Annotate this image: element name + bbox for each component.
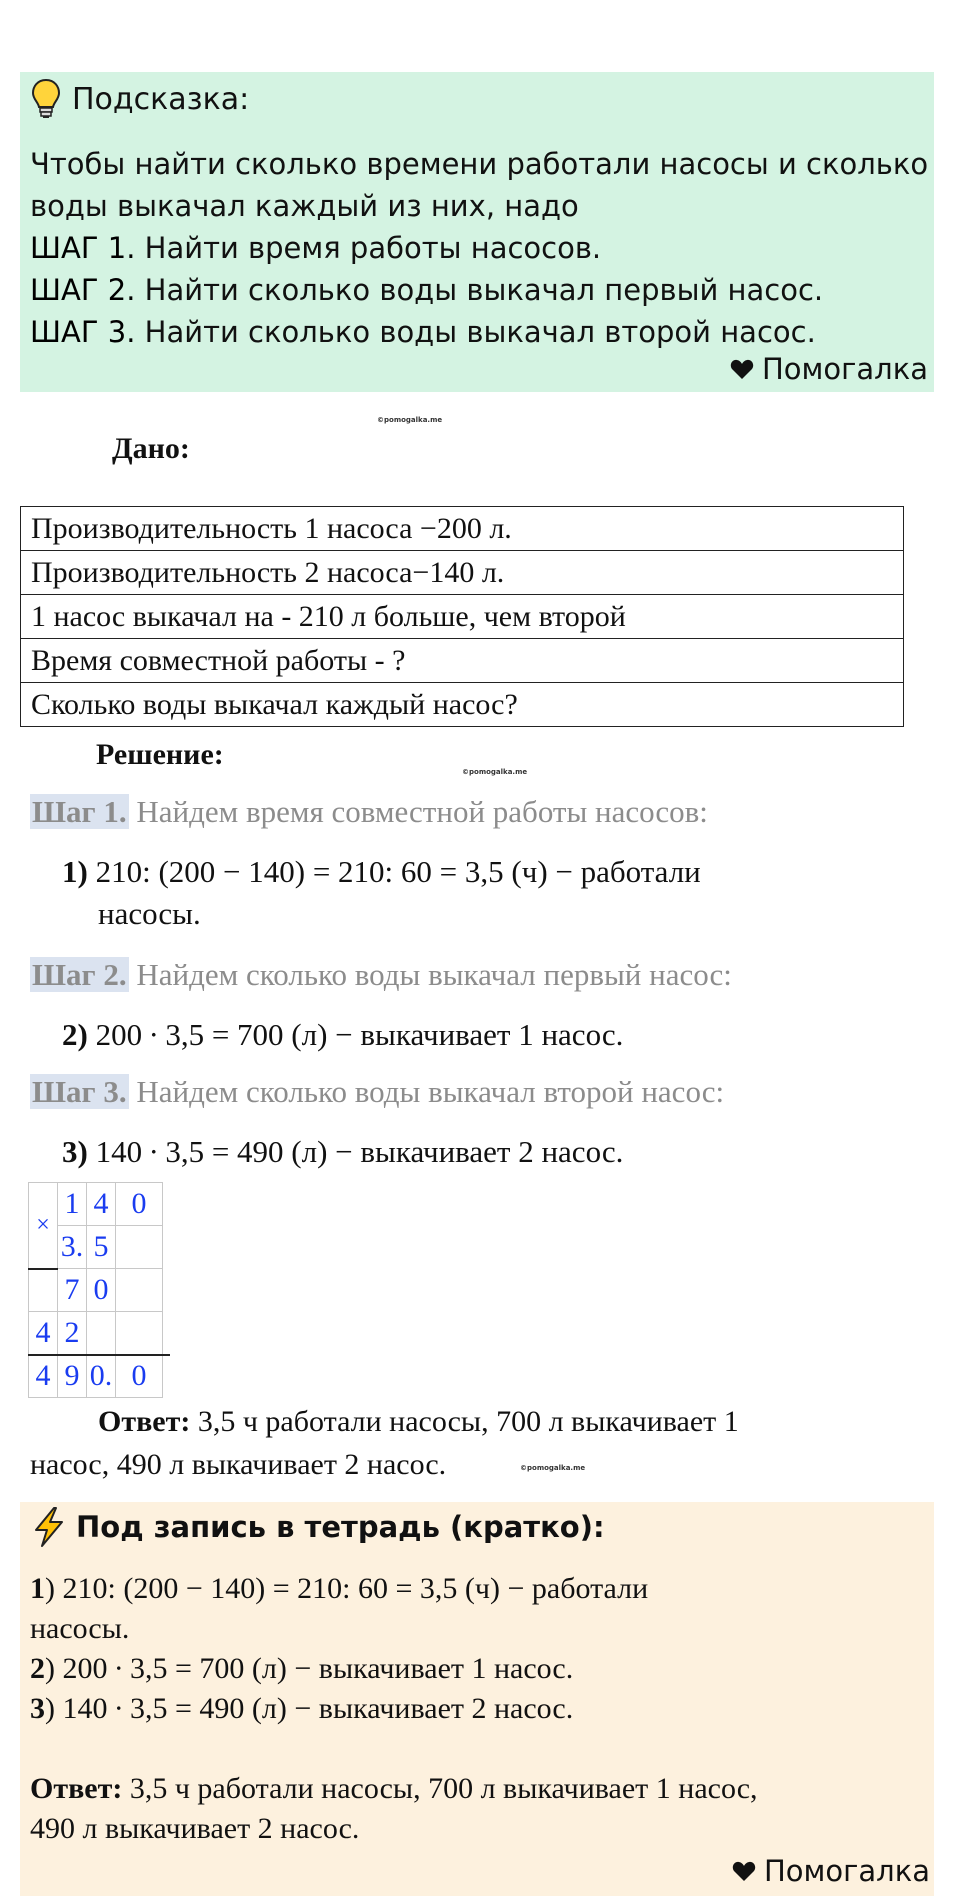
watermark: ©pomogalka.me <box>462 768 528 776</box>
notebook-title-text: Под запись в тетрадь (кратко): <box>76 1510 605 1544</box>
lightning-icon <box>30 1506 68 1548</box>
step-text: Найдем сколько воды выкачал второй насос: <box>128 1074 725 1109</box>
hint-step-1 <box>30 227 601 269</box>
grid-cell: 9 <box>58 1355 87 1398</box>
step-tag: Шаг 1. <box>32 794 127 829</box>
notebook-answer-line-1 <box>30 1772 758 1806</box>
grid-cell: 0 <box>87 1269 116 1312</box>
grid-row <box>29 1312 163 1355</box>
grid-cell: 4 <box>29 1312 58 1355</box>
calc-number: 2) <box>62 1017 88 1052</box>
answer-text: 3,5 ч работали насосы, 700 л выкачивает 1 <box>190 1405 739 1438</box>
heart-icon <box>730 358 754 380</box>
table-row <box>21 595 904 639</box>
calc-2 <box>62 1017 623 1053</box>
table-row <box>21 639 904 683</box>
heart-icon <box>732 1860 756 1882</box>
note-number: 3 <box>30 1692 45 1725</box>
grid-row <box>29 1183 163 1226</box>
grid-cell: 0 <box>116 1355 163 1398</box>
step-text: Найдем время совместной работы насосов: <box>128 794 708 829</box>
answer-line-2 <box>30 1443 446 1487</box>
grid-cell <box>116 1312 163 1355</box>
grid-cell <box>116 1226 163 1269</box>
note-text: ) 200 ∙ 3,5 = 700 (л) − выкачивает 1 насос. <box>45 1652 574 1685</box>
grid-cell: 0. <box>87 1355 116 1398</box>
given-label: Дано: <box>112 432 190 465</box>
note-text: ) 140 ∙ 3,5 = 490 (л) − выкачивает 2 насос. <box>45 1692 574 1725</box>
grid-row <box>29 1355 163 1398</box>
watermark: ©pomogalka.me <box>520 1464 586 1472</box>
hint-step-label: ШАГ 1. <box>30 231 136 265</box>
notebook-brand <box>732 1854 930 1888</box>
table-row <box>21 551 904 595</box>
grid-cell <box>116 1269 163 1312</box>
given-row: Время совместной работы - ? <box>21 639 904 683</box>
grid-cell: 0 <box>116 1183 163 1226</box>
calc-number: 1) <box>62 854 88 889</box>
grid-cell: 4 <box>29 1355 58 1398</box>
hint-step-text: Найти сколько воды выкачал второй насос. <box>135 315 816 349</box>
hint-step-label: ШАГ 3. <box>30 315 136 349</box>
table-row <box>21 507 904 551</box>
step-tag: Шаг 2. <box>32 957 127 992</box>
step-1-heading <box>30 794 708 830</box>
calc-expression: 200 ∙ 3,5 = 700 (л) − выкачивает 1 насос. <box>87 1017 624 1052</box>
hint-title <box>30 78 249 120</box>
grid-cell: 3. <box>58 1226 87 1269</box>
grid-cell: 4 <box>87 1183 116 1226</box>
hint-intro-line-2: воды выкачал каждый из них, надо <box>30 189 579 223</box>
lightbulb-icon <box>30 78 62 120</box>
hint-step-text: Найти сколько воды выкачал первый насос. <box>135 273 824 307</box>
step-3-heading <box>30 1074 724 1110</box>
brand-name: Помогалка <box>764 1854 930 1888</box>
step-tag: Шаг 3. <box>32 1074 127 1109</box>
grid-cell <box>87 1312 116 1355</box>
calc-expression: 140 ∙ 3,5 = 490 (л) − выкачивает 2 насос. <box>87 1134 624 1169</box>
calc-1-continued: насосы. <box>98 896 201 931</box>
answer-text: насос, 490 л выкачивает 2 насос. <box>30 1448 447 1481</box>
calc-number: 3) <box>62 1134 88 1169</box>
hint-step-2 <box>30 269 823 311</box>
table-row <box>21 683 904 727</box>
note-number: 2 <box>30 1652 45 1685</box>
step-2-heading <box>30 957 732 993</box>
grid-cell: 2 <box>58 1312 87 1355</box>
hint-intro-line-1: Чтобы найти сколько времени работали насосы и сколько <box>30 147 929 181</box>
calc-expression: 210: (200 − 140) = 210: 60 = 3,5 (ч) − работали <box>87 854 701 889</box>
note-text: ) 210: (200 − 140) = 210: 60 = 3,5 (ч) − работали <box>45 1572 649 1605</box>
given-row: Производительность 1 насоса −200 л. <box>21 507 904 551</box>
hint-step-label: ШАГ 2. <box>30 273 136 307</box>
calc-3 <box>62 1134 623 1170</box>
grid-row <box>29 1269 163 1312</box>
notebook-line-3 <box>30 1692 573 1726</box>
answer-line-1 <box>98 1400 739 1444</box>
brand-name: Помогалка <box>762 352 928 386</box>
grid-cell: 1 <box>58 1183 87 1226</box>
notebook-answer-line-2: 490 л выкачивает 2 насос. <box>30 1812 360 1845</box>
given-row: 1 насос выкачал на - 210 л больше, чем второй <box>21 595 904 639</box>
calc-1 <box>62 854 701 890</box>
watermark: ©pomogalka.me <box>377 416 443 424</box>
note-answer-text: 3,5 ч работали насосы, 700 л выкачивает 1 насос, <box>122 1772 758 1805</box>
divider <box>28 1354 170 1356</box>
given-row: Производительность 2 насоса−140 л. <box>21 551 904 595</box>
grid-cell <box>29 1269 58 1312</box>
step-text: Найдем сколько воды выкачал первый насос: <box>128 957 732 992</box>
note-number: 1 <box>30 1572 45 1605</box>
multiply-sign: × <box>29 1183 58 1269</box>
hint-step-3 <box>30 311 816 353</box>
hint-title-text: Подсказка: <box>72 81 250 117</box>
notebook-line-1 <box>30 1572 648 1606</box>
hint-brand <box>730 352 928 386</box>
solution-label: Решение: <box>96 738 224 771</box>
note-answer-label: Ответ: <box>30 1772 123 1805</box>
notebook-title <box>30 1506 605 1548</box>
notebook-line-1-continued: насосы. <box>30 1612 130 1645</box>
multiplication-column <box>28 1182 163 1398</box>
grid-cell: 5 <box>87 1226 116 1269</box>
divider <box>28 1268 58 1270</box>
given-row: Сколько воды выкачал каждый насос? <box>21 683 904 727</box>
multiplication-grid <box>28 1182 163 1398</box>
given-table <box>20 506 904 727</box>
grid-cell: 7 <box>58 1269 87 1312</box>
notebook-line-2 <box>30 1652 573 1686</box>
hint-step-text: Найти время работы насосов. <box>135 231 602 265</box>
answer-label: Ответ: <box>98 1405 191 1438</box>
